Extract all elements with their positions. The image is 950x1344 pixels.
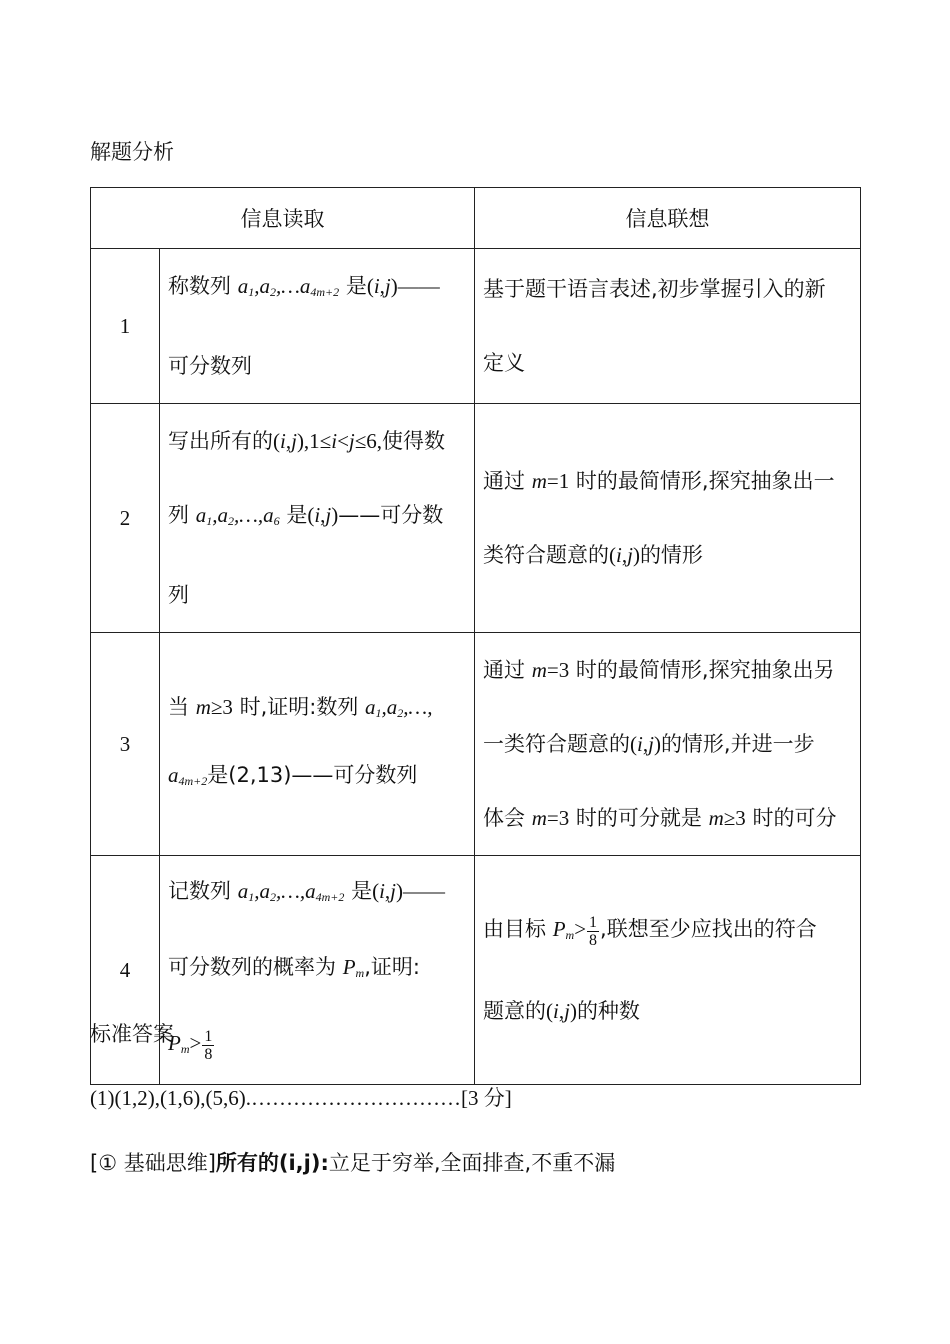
- table-row: [91, 856, 861, 1085]
- table-header-row: [91, 188, 861, 249]
- note-line: [90, 1147, 615, 1177]
- note-text: 立足于穷举,全面排查,不重不漏: [328, 1151, 616, 1175]
- think-text: 时的最简情形,探究抽象出另: [575, 658, 835, 682]
- read-text: ——可分数: [338, 503, 444, 527]
- think-text: 的情形,并进一步: [660, 732, 815, 756]
- math-ij: (i,j)——: [372, 879, 446, 903]
- answer-line: (1)(1,2),(1,6),(5,6).…………………………[3 分]: [90, 1086, 512, 1110]
- math-pm-gt-frac: $P_m>$ $\frac{1}{8}$: [552, 913, 598, 949]
- math-m1: m=1: [531, 469, 570, 493]
- math-ij: (i,j): [307, 503, 339, 527]
- math-m-ge-3: m≥3: [195, 695, 233, 719]
- think-text: 通过: [483, 469, 525, 493]
- read-cell: [160, 404, 475, 633]
- analysis-table: [90, 187, 861, 1085]
- read-text: 使得数: [382, 429, 446, 453]
- think-cell: [475, 633, 861, 856]
- answer-heading: 标准答案: [90, 1022, 174, 1046]
- col-read-header: 信息读取: [91, 188, 475, 249]
- read-text: 可分数列: [168, 354, 252, 378]
- think-text: 时的可分: [752, 806, 837, 830]
- think-text: 的种数: [576, 999, 640, 1023]
- analysis-heading: 解题分析: [90, 140, 174, 164]
- math-seq: $a_1,a_2,\dots,a_{4m+2}$: [237, 879, 345, 904]
- think-text: 类符合题意的: [483, 543, 609, 567]
- think-text: 定义: [483, 351, 525, 375]
- read-text: 是: [286, 503, 308, 527]
- read-text: 时,证明:数列: [239, 695, 359, 719]
- math-seq-end: $a_{4m+2}$: [168, 763, 208, 788]
- math-ij: (i,j): [630, 732, 661, 756]
- think-text: 时的最简情形,探究抽象出一: [575, 469, 835, 493]
- read-text: 写出所有的: [168, 429, 273, 453]
- read-text: 列: [168, 503, 189, 527]
- read-text: ,证明:: [364, 955, 420, 979]
- read-text: 当: [168, 695, 189, 719]
- note-bold: 所有的(i,j):: [215, 1151, 329, 1175]
- read-cell: [160, 856, 475, 1085]
- think-text: 一类符合题意的: [483, 732, 630, 756]
- table-row: [91, 633, 861, 856]
- math-m-ge-3: m≥3: [708, 806, 746, 830]
- math-m3: m=3: [531, 658, 570, 682]
- math-pm-gt-frac: $P_m>$ $\frac{1}{8}$: [168, 1027, 213, 1063]
- math-ij: (i,j)——: [366, 274, 440, 298]
- math-seq: $a_1,a_2,\dots a_{4m+2}$: [237, 274, 340, 299]
- read-cell: [160, 633, 475, 856]
- think-text: 题意的: [483, 999, 546, 1023]
- math-m3: m=3: [531, 806, 570, 830]
- row-number: 2: [91, 404, 160, 633]
- read-text: 可分数列的概率为: [168, 955, 336, 979]
- think-text: 的情形: [639, 543, 703, 567]
- think-text: 时的可分就是: [575, 806, 702, 830]
- think-cell: [475, 404, 861, 633]
- math-seq: $a_1,a_2,\dots$,: [365, 695, 433, 720]
- table-row: [91, 404, 861, 633]
- read-text: 是: [351, 879, 373, 903]
- math-ij: (i,j): [609, 543, 640, 567]
- math-seq: $a_1,a_2,\dots,a_6$: [195, 503, 280, 528]
- think-cell: [475, 249, 861, 404]
- think-text: ,联想至少应找出的符合: [600, 917, 817, 941]
- read-text: 列: [168, 583, 189, 607]
- think-text: 通过: [483, 658, 525, 682]
- col-think-header: 信息联想: [475, 188, 861, 249]
- think-text: 体会: [483, 806, 525, 830]
- row-number: 3: [91, 633, 160, 856]
- math-pm: $P_m$: [342, 955, 365, 980]
- row-number: 4: [91, 856, 160, 1085]
- read-text: 是(2,13)——可分数列: [207, 763, 418, 787]
- think-cell: [475, 856, 861, 1085]
- table-row: [91, 249, 861, 404]
- read-text: 称数列: [168, 274, 231, 298]
- row-number: 1: [91, 249, 160, 404]
- think-text: 基于题干语言表述,初步掌握引入的新: [483, 277, 826, 301]
- note-prefix: [① 基础思维]: [90, 1151, 216, 1175]
- read-text: 是: [345, 274, 367, 298]
- think-text: 由目标: [483, 917, 546, 941]
- math-ij-cond: (i,j),1≤i<j≤6,: [273, 429, 383, 453]
- read-cell: [160, 249, 475, 404]
- math-ij: (i,j): [546, 999, 577, 1023]
- read-text: 记数列: [168, 879, 231, 903]
